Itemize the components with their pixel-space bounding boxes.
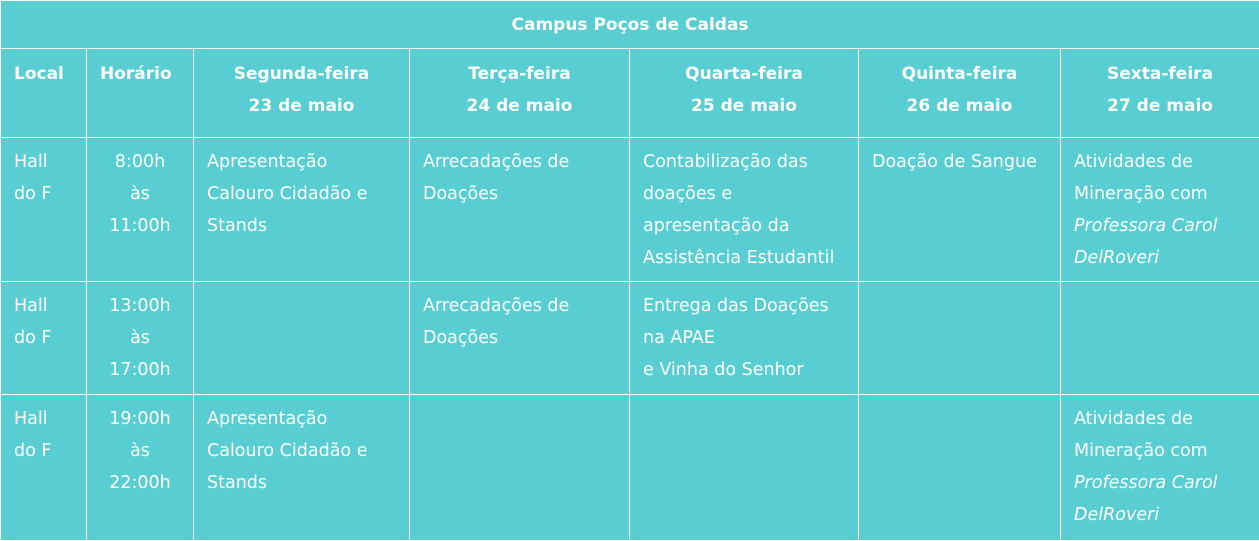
cell-tuesday xyxy=(410,138,630,282)
cell-text: 19:00h xyxy=(87,403,193,435)
cell-text: Calouro Cidadão e xyxy=(207,178,396,210)
cell-time xyxy=(87,282,194,395)
cell-time xyxy=(87,395,194,541)
cell-text-italic: Professora Carol xyxy=(1074,210,1246,242)
cell-text-italic: DelRoveri xyxy=(1074,499,1246,531)
day-date: 27 de maio xyxy=(1061,90,1259,122)
cell-text: Apresentação xyxy=(207,146,396,178)
cell-text: 17:00h xyxy=(87,354,193,386)
cell-text: doações e xyxy=(643,178,845,210)
cell-text: Assistência Estudantil xyxy=(643,242,845,274)
cell-text: Contabilização das xyxy=(643,146,845,178)
day-name: Sexta-feira xyxy=(1061,58,1259,90)
cell-text: Doações xyxy=(423,322,616,354)
day-name: Terça-feira xyxy=(410,58,629,90)
cell-tuesday xyxy=(410,282,630,395)
cell-wednesday xyxy=(630,282,859,395)
table-row xyxy=(1,395,1259,541)
cell-local xyxy=(1,395,87,541)
day-date: 26 de maio xyxy=(859,90,1060,122)
cell-text: Stands xyxy=(207,210,396,242)
cell-text: Arrecadações de xyxy=(423,146,616,178)
cell-thursday xyxy=(859,138,1061,282)
cell-text: Atividades de xyxy=(1074,403,1246,435)
header-thursday xyxy=(859,49,1061,138)
cell-wednesday xyxy=(630,138,859,282)
cell-tuesday xyxy=(410,395,630,541)
header-wednesday xyxy=(630,49,859,138)
cell-text: Stands xyxy=(207,467,396,499)
cell-monday xyxy=(194,138,410,282)
cell-text: 22:00h xyxy=(87,467,193,499)
header-horario: Horário xyxy=(87,49,194,138)
cell-text: Mineração com xyxy=(1074,435,1246,467)
cell-text: Hall xyxy=(14,146,73,178)
cell-text: Calouro Cidadão e xyxy=(207,435,396,467)
day-name: Segunda-feira xyxy=(194,58,409,90)
cell-text: e Vinha do Senhor xyxy=(643,354,845,386)
cell-text: às xyxy=(87,178,193,210)
cell-friday xyxy=(1061,395,1259,541)
cell-text: às xyxy=(87,322,193,354)
cell-text-italic: DelRoveri xyxy=(1074,242,1246,274)
day-date: 23 de maio xyxy=(194,90,409,122)
cell-text: do F xyxy=(14,178,73,210)
cell-monday xyxy=(194,282,410,395)
cell-text: Hall xyxy=(14,403,73,435)
cell-text: Entrega das Doações xyxy=(643,290,845,322)
cell-friday xyxy=(1061,138,1259,282)
header-friday xyxy=(1061,49,1259,138)
cell-wednesday xyxy=(630,395,859,541)
cell-text: Doações xyxy=(423,178,616,210)
cell-text: Hall xyxy=(14,290,73,322)
cell-text: apresentação da xyxy=(643,210,845,242)
cell-text: na APAE xyxy=(643,322,845,354)
cell-text: Atividades de xyxy=(1074,146,1246,178)
cell-text: Mineração com xyxy=(1074,178,1246,210)
cell-time xyxy=(87,138,194,282)
cell-text: às xyxy=(87,435,193,467)
table-title: Campus Poços de Caldas xyxy=(1,1,1259,49)
cell-text-italic: Professora Carol xyxy=(1074,467,1246,499)
cell-text: do F xyxy=(14,435,73,467)
table-row xyxy=(1,282,1259,395)
table-row xyxy=(1,138,1259,282)
header-row xyxy=(1,49,1259,138)
header-local: Local xyxy=(1,49,87,138)
cell-monday xyxy=(194,395,410,541)
cell-text: do F xyxy=(14,322,73,354)
cell-text: Apresentação xyxy=(207,403,396,435)
cell-text: Arrecadações de xyxy=(423,290,616,322)
cell-thursday xyxy=(859,395,1061,541)
day-date: 24 de maio xyxy=(410,90,629,122)
header-monday xyxy=(194,49,410,138)
header-tuesday xyxy=(410,49,630,138)
cell-text: 11:00h xyxy=(87,210,193,242)
cell-thursday xyxy=(859,282,1061,395)
cell-friday xyxy=(1061,282,1259,395)
day-date: 25 de maio xyxy=(630,90,858,122)
day-name: Quinta-feira xyxy=(859,58,1060,90)
cell-local xyxy=(1,282,87,395)
cell-text: 8:00h xyxy=(87,146,193,178)
cell-text: Doação de Sangue xyxy=(872,146,1047,178)
cell-text: 13:00h xyxy=(87,290,193,322)
cell-local xyxy=(1,138,87,282)
day-name: Quarta-feira xyxy=(630,58,858,90)
